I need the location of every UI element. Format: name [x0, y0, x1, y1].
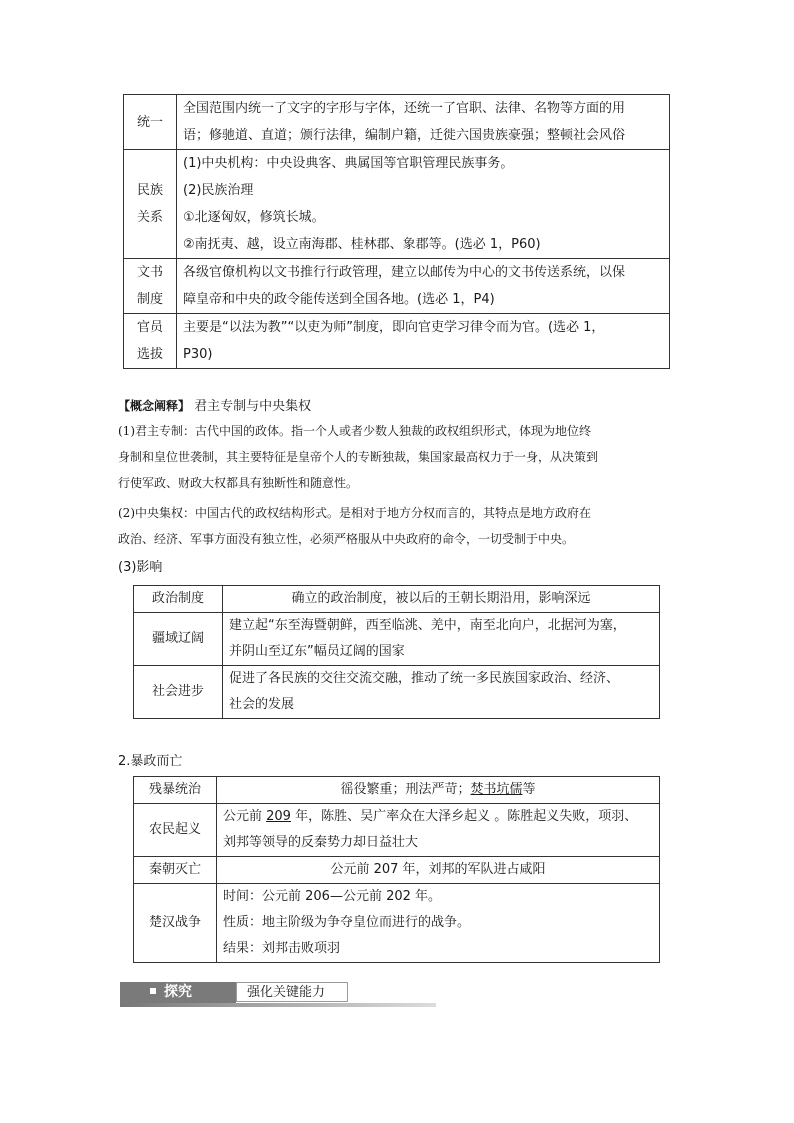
row-content: 公元前 209 年，陈胜、吴广率众在大泽乡起义 。陈胜起义失败，项羽、 刘邦等领导的反秦势力却日益壮大: [217, 804, 660, 857]
concept-paragraph-2: (2)中央集权：中国古代的政权结构形式。是相对于地方分权而言的，其特点是地方政府在 政治、经济、军事方面没有独立性，必须严格服从中央政府的命令，一切受制于中央。: [118, 506, 592, 546]
row-label: 民族 关系: [124, 150, 177, 259]
table-row: [134, 666, 660, 719]
row-content: 促进了各民族的交往交流交融，推动了统一多民族国家政治、经济、 社会的发展: [223, 666, 660, 719]
row-label: 疆域辽阔: [134, 613, 223, 666]
table-row: [124, 150, 670, 259]
row-label: 文书 制度: [124, 259, 177, 314]
row-label: 秦朝灭亡: [134, 857, 217, 884]
row-label: 农民起义: [134, 804, 217, 857]
tyranny-table: [133, 776, 660, 963]
row-label: 官员 选拔: [124, 314, 177, 369]
explore-banner: [120, 982, 436, 1006]
row-content: 主要是“以法为教”“以吏为师”制度，即向官吏学习律令而为官。(选必 1， P30): [177, 314, 670, 369]
row-label: 残暴统治: [134, 777, 217, 804]
row-content: (1)中央机构：中央设典客、典属国等官职管理民族事务。 (2)民族治理 ①北逐匈奴，修筑长城。 ②南抚夷、越，设立南海郡、桂林郡、象郡等。(选必 1，P60): [177, 150, 670, 259]
row-content: 全国范围内统一了文字的字形与字体，还统一了官职、法律、名物等方面的用 语；修驰道、直道；颁行法律，编制户籍，迁徙六国贵族豪强；整顿社会风俗: [177, 95, 670, 150]
table-row: [124, 259, 670, 314]
section-heading: 2.暴政而亡: [118, 754, 183, 769]
square-bullet-icon: [150, 988, 156, 994]
concept-heading: [118, 395, 311, 414]
table-row: [134, 586, 660, 613]
row-content: 时间：公元前 206—公元前 202 年。 性质：地主阶级为争夺皇位而进行的战争。 结果：刘邦击败项羽: [217, 884, 660, 963]
concept-paragraph-3: (3)影响: [118, 560, 163, 575]
table-row: [124, 95, 670, 150]
concept-paragraph-1: (1)君主专制：古代中国的政体。指一个人或者少数人独裁的政权组织形式，体现为地位终 身制和皇位世袭制，其主要特征是皇帝个人的专断独裁，集国家最高权力于一身，从决策到 行使军政、财政大权都具有独断性和随意性。: [118, 424, 599, 490]
explore-label-box: 探究: [120, 982, 236, 1003]
concept-title: 君主专制与中央集权: [194, 399, 312, 414]
table-row: [134, 884, 660, 963]
row-label: 统一: [124, 95, 177, 150]
table-row: [134, 804, 660, 857]
table-row: [134, 857, 660, 884]
row-content: 建立起“东至海暨朝鲜，西至临洮、羌中，南至北向户，北据河为塞， 并阴山至辽东”幅员辽阔的国家: [223, 613, 660, 666]
row-content: 徭役繁重；刑法严苛；焚书坑儒等: [217, 777, 660, 804]
explore-subtitle: 强化关键能力: [236, 982, 348, 1002]
concept-tag: 【概念阐释】: [118, 399, 191, 413]
row-label: 政治制度: [134, 586, 223, 613]
row-content: 确立的政治制度，被以后的王朝长期沿用，影响深远: [223, 586, 660, 613]
row-label: 楚汉战争: [134, 884, 217, 963]
influence-table: [133, 585, 660, 719]
banner-rule: [120, 1003, 436, 1007]
qin-unification-table: [123, 94, 670, 369]
table-row: [134, 777, 660, 804]
row-label: 社会进步: [134, 666, 223, 719]
row-content: 各级官僚机构以文书推行行政管理，建立以邮传为中心的文书传送系统，以保 障皇帝和中央的政令能传送到全国各地。(选必 1，P4): [177, 259, 670, 314]
table-row: [134, 613, 660, 666]
table-row: [124, 314, 670, 369]
row-content: 公元前 207 年，刘邦的军队进占咸阳: [217, 857, 660, 884]
